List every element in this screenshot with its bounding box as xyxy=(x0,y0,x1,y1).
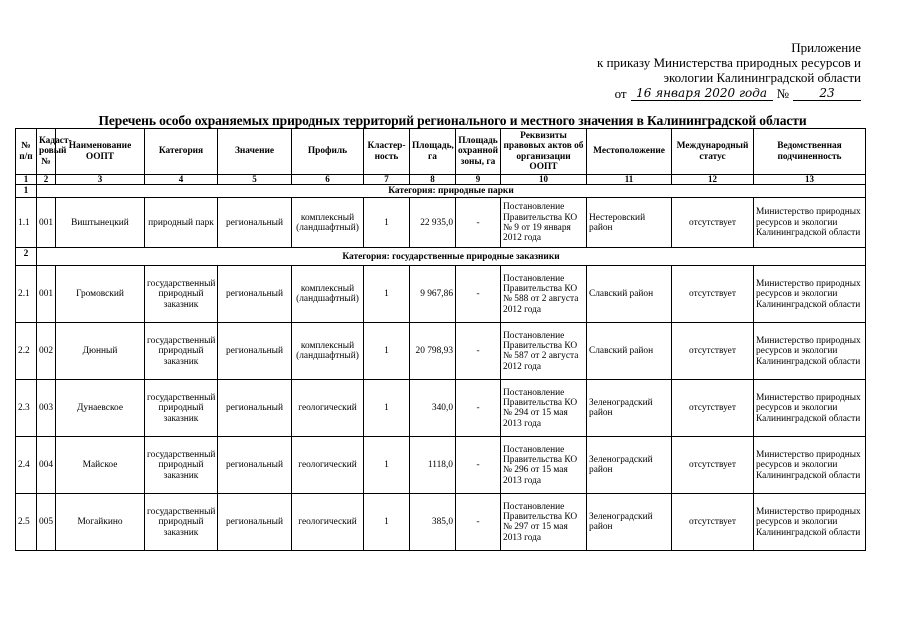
location: Славский район xyxy=(587,266,672,323)
section-number: 2 xyxy=(16,248,37,266)
departmental-authority: Министерство природных ресурсов и экологии Калининградской области xyxy=(754,266,866,323)
table-row xyxy=(16,494,866,551)
legal-act: Постановление Правительства КО № 588 от 2 августа 2012 года xyxy=(501,266,587,323)
handwritten-number: 23 xyxy=(793,87,861,101)
cadastral-number: 001 xyxy=(37,266,56,323)
clustering: 1 xyxy=(364,266,410,323)
location: Зеленоградский район xyxy=(587,437,672,494)
legal-act: Постановление Правительства КО № 294 от 15 мая 2013 года xyxy=(501,380,587,437)
departmental-authority: Министерство природных ресурсов и экологии Калининградской области xyxy=(754,380,866,437)
table-row xyxy=(16,437,866,494)
clustering: 1 xyxy=(364,494,410,551)
section-title: Категория: природные парки xyxy=(37,185,866,198)
significance: региональный xyxy=(218,323,292,380)
category-row xyxy=(16,185,866,198)
column-number: 10 xyxy=(501,175,587,185)
column-header: Местоположение xyxy=(587,129,672,175)
buffer-zone-area: - xyxy=(456,198,501,248)
column-number-row xyxy=(16,175,866,185)
row-number: 2.1 xyxy=(16,266,37,323)
significance: региональный xyxy=(218,380,292,437)
column-header: Профиль xyxy=(292,129,364,175)
area-name: Громовский xyxy=(56,266,145,323)
column-number: 7 xyxy=(364,175,410,185)
area-ha: 340,0 xyxy=(410,380,456,437)
departmental-authority: Министерство природных ресурсов и экологии Калининградской области xyxy=(754,494,866,551)
area-name: Виштынецкий xyxy=(56,198,145,248)
cadastral-number: 002 xyxy=(37,323,56,380)
section-title: Категория: государственные природные заказники xyxy=(37,248,866,266)
clustering: 1 xyxy=(364,198,410,248)
profile: геологический xyxy=(292,494,364,551)
area-ha: 22 935,0 xyxy=(410,198,456,248)
area-name: Дюнный xyxy=(56,323,145,380)
departmental-authority: Министерство природных ресурсов и экологии Калининградской области xyxy=(754,198,866,248)
international-status: отсутствует xyxy=(672,323,754,380)
table-body xyxy=(16,129,866,551)
area-category: государственный природный заказник xyxy=(145,494,218,551)
legal-act: Постановление Правительства КО № 296 от 15 мая 2013 года xyxy=(501,437,587,494)
area-category: природный парк xyxy=(145,198,218,248)
cadastral-number: 004 xyxy=(37,437,56,494)
significance: региональный xyxy=(218,494,292,551)
column-header: Кадаст-ровый № xyxy=(37,129,56,175)
significance: региональный xyxy=(218,437,292,494)
document-title: Перечень особо охраняемых природных территорий регионального и местного значения в Калининградской области xyxy=(98,113,807,128)
column-header: Международный статус xyxy=(672,129,754,175)
area-category: государственный природный заказник xyxy=(145,437,218,494)
column-number: 13 xyxy=(754,175,866,185)
from-label: от xyxy=(614,86,627,101)
ministry-name-line: экологии Калининградской области xyxy=(663,70,861,85)
legal-act: Постановление Правительства КО № 587 от 2 августа 2012 года xyxy=(501,323,587,380)
significance: региональный xyxy=(218,198,292,248)
location: Славский район xyxy=(587,323,672,380)
table-row xyxy=(16,380,866,437)
profile: геологический xyxy=(292,437,364,494)
area-ha: 9 967,86 xyxy=(410,266,456,323)
column-number: 5 xyxy=(218,175,292,185)
legal-act: Постановление Правительства КО № 297 от 15 мая 2013 года xyxy=(501,494,587,551)
area-category: государственный природный заказник xyxy=(145,380,218,437)
international-status: отсутствует xyxy=(672,266,754,323)
protected-areas-table xyxy=(15,128,866,551)
area-name: Дунаевское xyxy=(56,380,145,437)
column-header: Площадь, га xyxy=(410,129,456,175)
buffer-zone-area: - xyxy=(456,494,501,551)
column-number: 3 xyxy=(56,175,145,185)
area-ha: 1118,0 xyxy=(410,437,456,494)
area-name: Майское xyxy=(56,437,145,494)
profile: комплексный (ландшафтный) xyxy=(292,323,364,380)
clustering: 1 xyxy=(364,380,410,437)
row-number: 2.4 xyxy=(16,437,37,494)
appendix-label: Приложение xyxy=(791,40,861,55)
buffer-zone-area: - xyxy=(456,380,501,437)
departmental-authority: Министерство природных ресурсов и экологии Калининградской области xyxy=(754,437,866,494)
legal-act: Постановление Правительства КО № 9 от 19 января 2012 года xyxy=(501,198,587,248)
cadastral-number: 003 xyxy=(37,380,56,437)
header-row xyxy=(16,129,866,175)
cadastral-number: 001 xyxy=(37,198,56,248)
profile: комплексный (ландшафтный) xyxy=(292,198,364,248)
column-number: 11 xyxy=(587,175,672,185)
profile: комплексный (ландшафтный) xyxy=(292,266,364,323)
appendix-header xyxy=(597,40,861,101)
column-number: 12 xyxy=(672,175,754,185)
column-header: Ведомственная подчиненность xyxy=(754,129,866,175)
clustering: 1 xyxy=(364,437,410,494)
area-ha: 20 798,93 xyxy=(410,323,456,380)
row-number: 1.1 xyxy=(16,198,37,248)
area-ha: 385,0 xyxy=(410,494,456,551)
column-number: 4 xyxy=(145,175,218,185)
international-status: отсутствует xyxy=(672,494,754,551)
column-number: 2 xyxy=(37,175,56,185)
column-number: 9 xyxy=(456,175,501,185)
order-reference-line: к приказу Министерства природных ресурсов и xyxy=(597,55,861,70)
buffer-zone-area: - xyxy=(456,323,501,380)
buffer-zone-area: - xyxy=(456,266,501,323)
international-status: отсутствует xyxy=(672,437,754,494)
row-number: 2.3 xyxy=(16,380,37,437)
column-number: 6 xyxy=(292,175,364,185)
cadastral-number: 005 xyxy=(37,494,56,551)
column-number: 8 xyxy=(410,175,456,185)
row-number: 2.5 xyxy=(16,494,37,551)
international-status: отсутствует xyxy=(672,380,754,437)
table-row xyxy=(16,266,866,323)
location: Зеленоградский район xyxy=(587,494,672,551)
column-number: 1 xyxy=(16,175,37,185)
international-status: отсутствует xyxy=(672,198,754,248)
handwritten-date: 16 января 2020 года xyxy=(631,87,773,101)
number-label: № xyxy=(776,86,789,101)
section-number: 1 xyxy=(16,185,37,198)
order-date-line xyxy=(597,86,861,101)
category-row xyxy=(16,248,866,266)
table-row xyxy=(16,198,866,248)
significance: региональный xyxy=(218,266,292,323)
row-number: 2.2 xyxy=(16,323,37,380)
departmental-authority: Министерство природных ресурсов и экологии Калининградской области xyxy=(754,323,866,380)
location: Зеленоградский район xyxy=(587,380,672,437)
column-header: Кластер-ность xyxy=(364,129,410,175)
column-header: № п/п xyxy=(16,129,37,175)
location: Нестеровский район xyxy=(587,198,672,248)
column-header: Значение xyxy=(218,129,292,175)
column-header: Реквизиты правовых актов об организации ООПТ xyxy=(501,129,587,175)
area-category: государственный природный заказник xyxy=(145,323,218,380)
profile: геологический xyxy=(292,380,364,437)
buffer-zone-area: - xyxy=(456,437,501,494)
column-header: Категория xyxy=(145,129,218,175)
area-name: Могайкино xyxy=(56,494,145,551)
area-category: государственный природный заказник xyxy=(145,266,218,323)
table-row xyxy=(16,323,866,380)
column-header: Наименование ООПТ xyxy=(56,129,145,175)
clustering: 1 xyxy=(364,323,410,380)
column-header: Площадь охранной зоны, га xyxy=(456,129,501,175)
